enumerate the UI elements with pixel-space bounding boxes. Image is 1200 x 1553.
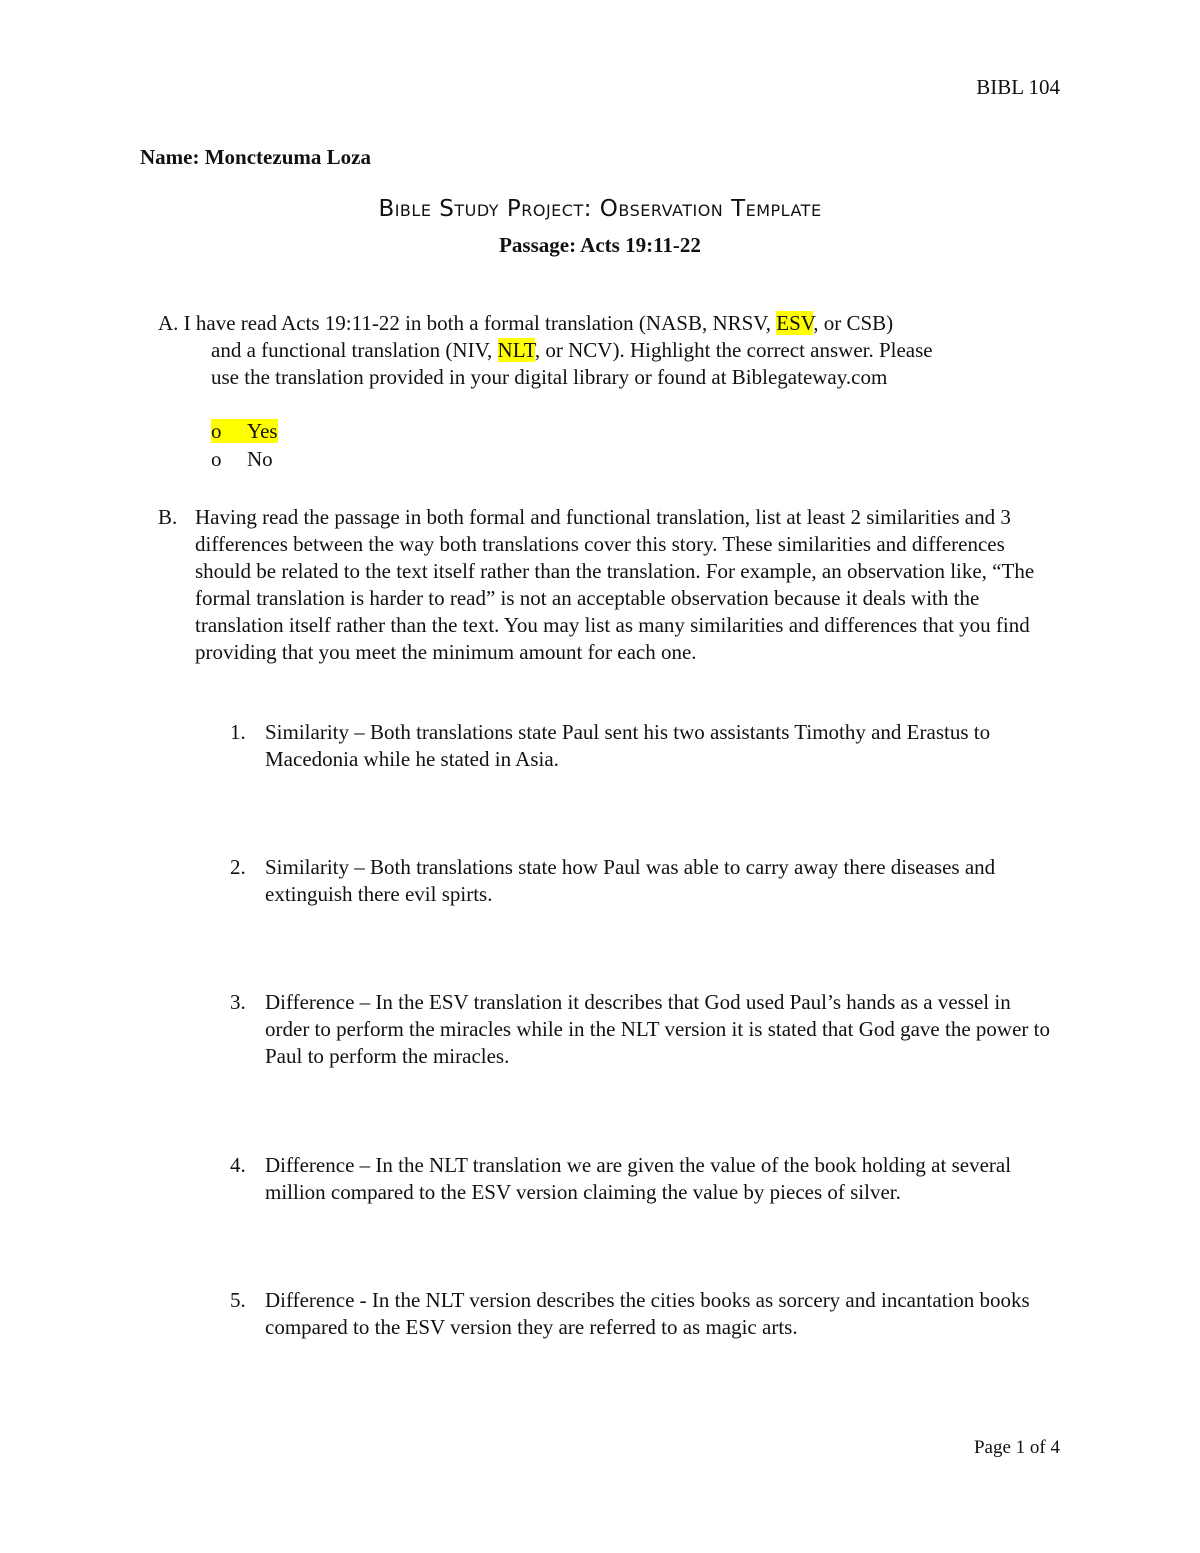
name-label: Name: (140, 145, 200, 169)
observation-text: Similarity – Both translations state Paul sent his two assistants Timothy and Erastus to Macedonia while he stated in Asia. (265, 720, 991, 771)
observation-text: Difference – In the NLT translation we are given the value of the book holding at several million compared to the ESV version claiming the value by pieces of silver. (265, 1153, 1012, 1204)
section-a (158, 310, 1058, 391)
observation-text: Difference - In the NLT version describes the cities books as sorcery and incantation books compared to the ESV version they are referred to as magic arts. (265, 1288, 1030, 1339)
student-name (140, 144, 371, 171)
observation-number: 1. (230, 720, 246, 744)
passage-reference: Passage: Acts 19:11-22 (499, 233, 701, 257)
option-label: Yes (247, 419, 278, 443)
observation-number: 5. (230, 1288, 246, 1312)
course-code: BIBL 104 (976, 75, 1060, 99)
observation-number: 3. (230, 990, 246, 1014)
observation-item (230, 719, 1060, 773)
section-a-line3: use the translation provided in your digital library or found at Biblegateway.com (211, 365, 888, 389)
page-title: Bible Study Project: Observation Template (378, 196, 822, 222)
page-number: Page 1 of 4 (973, 1437, 1060, 1458)
nlt-highlight: NLT (497, 338, 535, 362)
observation-item (230, 1152, 1060, 1206)
answer-options (211, 418, 278, 474)
observation-item (230, 1287, 1060, 1341)
observation-text: Difference – In the ESV translation it describes that God used Paul’s hands as a vessel in order to perform the miracles while in the NLT version it is stated that God gave the power to Paul to perform the miracles. (265, 990, 1050, 1068)
observation-item (230, 854, 1060, 908)
section-b-marker: B. (158, 505, 178, 529)
observation-text: Similarity – Both translations state how Paul was able to carry away there diseases and extinguish there evil spirts. (265, 855, 996, 906)
section-a-marker: A. (158, 311, 179, 335)
option-bullet-icon: o (211, 447, 222, 471)
option-yes[interactable] (211, 418, 278, 446)
observation-number: 2. (230, 855, 246, 879)
section-a-line2: and a functional translation (NIV, NLT, or NCV). Highlight the correct answer. Please (211, 338, 933, 362)
option-label: No (247, 447, 273, 471)
esv-highlight: ESV (776, 311, 814, 335)
section-a-line1: A. I have read Acts 19:11-22 in both a formal translation (NASB, NRSV, ESV, or CSB) (158, 311, 894, 335)
observation-item (230, 989, 1060, 1070)
name-value: Monctezuma Loza (204, 145, 371, 169)
option-no[interactable] (211, 446, 278, 474)
section-b-instructions: Having read the passage in both formal and functional translation, list at least 2 similarities and 3 differences between the way both translations cover this story. These similarities and differences should be related to the text itself rather than the translation. For example, an observation like, “The formal translation is harder to read” is not an acceptable observation because it deals with the translation itself rather than the text. You may list as many similarities and differences that you find providing that you meet the minimum amount for each one. (195, 505, 1035, 664)
section-b (158, 504, 1058, 666)
option-bullet-icon: o (211, 419, 222, 443)
observation-number: 4. (230, 1153, 246, 1177)
